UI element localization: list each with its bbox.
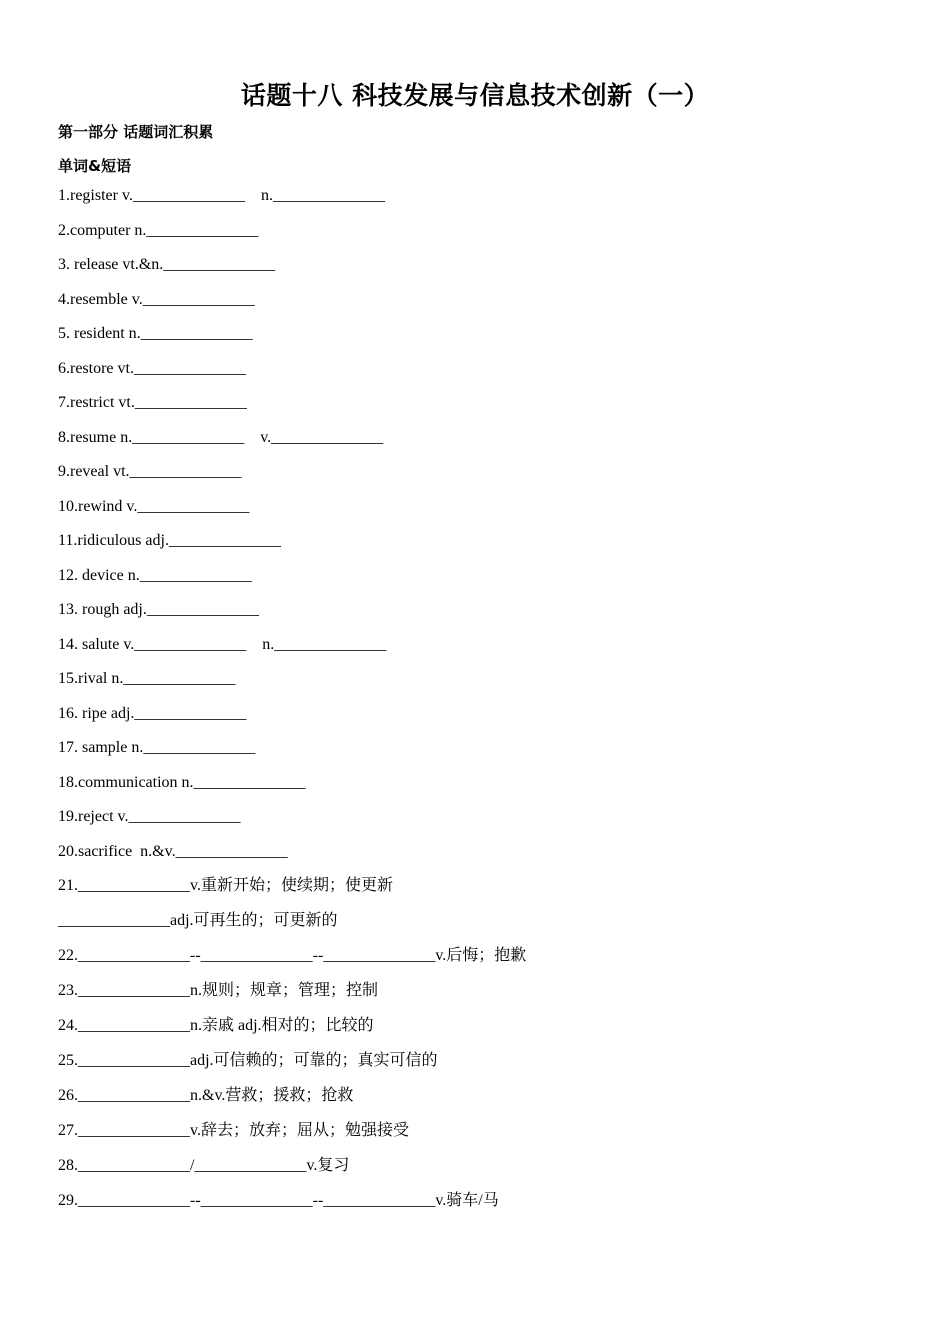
vocab-item: 18.communication n.______________ — [58, 773, 306, 791]
vocab-item: 6.restore vt.______________ — [58, 359, 246, 377]
vocab-item: 13. rough adj.______________ — [58, 601, 259, 618]
vocab-item: 1.register v.______________ n.______________ — [58, 187, 385, 204]
vocab-item: 17. sample n.______________ — [58, 739, 256, 756]
vocab-item: 22.______________--______________--______________v.后悔；抱歉 — [58, 947, 527, 964]
vocab-item: 9.reveal vt.______________ — [58, 463, 242, 480]
vocab-item: 23.______________n.规则；规章；管理；控制 — [58, 982, 379, 999]
vocab-item: 19.reject v.______________ — [58, 808, 241, 825]
vocab-item: 29.______________--______________--______________v.骑车/马 — [58, 1192, 499, 1209]
vocab-item: 4.resemble v.______________ — [58, 290, 255, 308]
vocab-item: ______________adj.可再生的；可更新的 — [58, 912, 338, 929]
vocab-item: 24.______________n.亲戚 adj.相对的；比较的 — [58, 1017, 374, 1034]
vocab-item: 10.rewind v.______________ — [58, 497, 250, 515]
vocab-item: 27.______________v.辞去；放弃；屈从；勉强接受 — [58, 1122, 409, 1139]
vocab-item: 12. device n.______________ — [58, 566, 252, 584]
page-title: 话题十八 科技发展与信息技术创新（一） — [240, 81, 710, 110]
vocab-item: 25.______________adj.可信赖的；可靠的；真实可信的 — [58, 1052, 438, 1069]
vocab-item: 7.restrict vt.______________ — [58, 394, 247, 411]
vocab-item: 2.computer n.______________ — [58, 221, 259, 239]
vocab-item: 8.resume n.______________ v.______________ — [58, 428, 384, 446]
vocab-item: 20.sacrifice n.&v.______________ — [58, 842, 288, 860]
vocab-item: 3. release vt.&n.______________ — [58, 256, 276, 273]
vocab-item: 14. salute v.______________ n.______________ — [58, 635, 387, 653]
section-heading: 第一部分 话题词汇积累 — [58, 123, 214, 141]
vocab-item: 28.______________/______________v.复习 — [58, 1157, 350, 1174]
vocab-item: 15.rival n.______________ — [58, 670, 236, 687]
vocab-item: 11.ridiculous adj.______________ — [58, 532, 281, 549]
vocab-item: 21.______________v.重新开始；使续期；使更新 — [58, 877, 393, 894]
vocab-item: 16. ripe adj.______________ — [58, 704, 247, 722]
vocab-item: 26.______________n.&v.营救；援救；抢救 — [58, 1087, 354, 1104]
vocab-item: 5. resident n.______________ — [58, 325, 253, 342]
subsection-heading: 单词&短语 — [58, 157, 132, 175]
